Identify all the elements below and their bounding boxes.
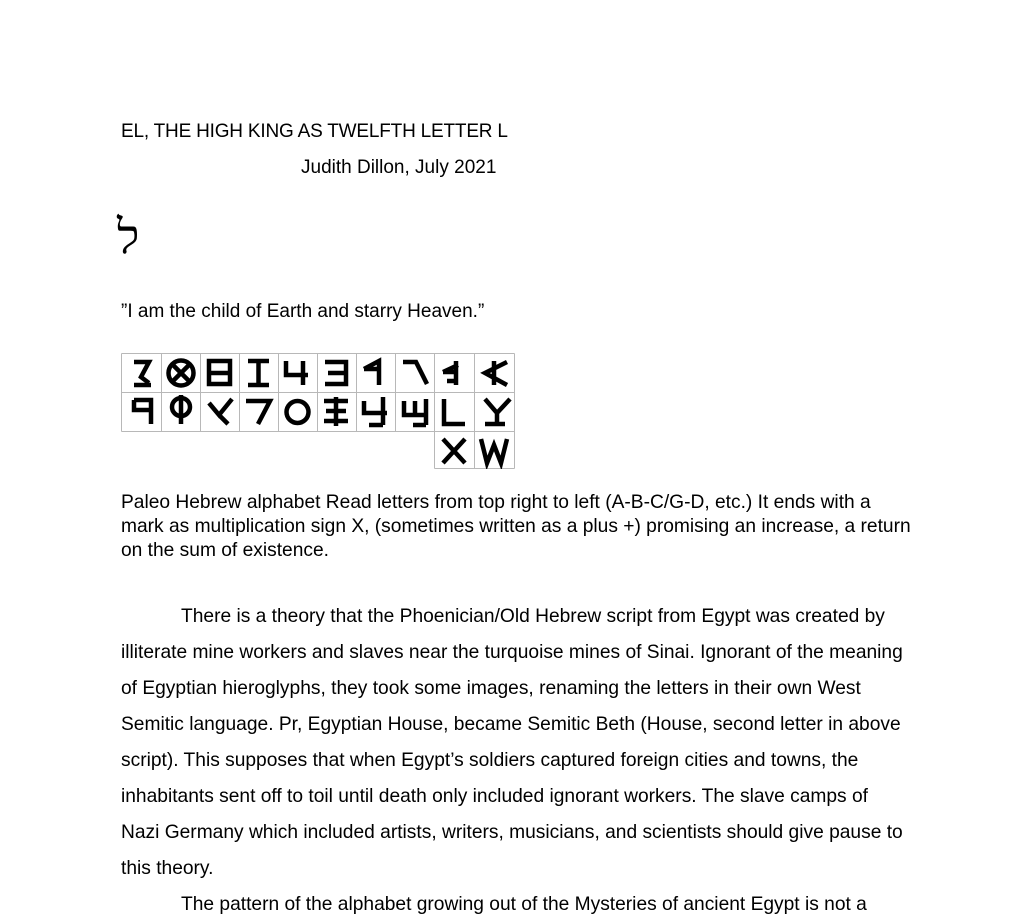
paleo-hebrew-alphabet-image	[121, 353, 515, 469]
document-title: EL, THE HIGH KING AS TWELFTH LETTER L	[121, 121, 508, 142]
body-paragraph: The pattern of the alphabet growing out of the Mysteries of ancient Egypt is not a	[181, 894, 867, 915]
epigraph-quote: ”I am the child of Earth and starry Heaven.”	[121, 301, 485, 322]
body-text	[121, 599, 906, 923]
hebrew-lamed-glyph: ל	[117, 209, 140, 265]
figure-caption: Paleo Hebrew alphabet Read letters from top right to left (A-B-C/G-D, etc.) It ends with a mark as multiplication sign X, (sometimes written as a plus +) promising an increase, a return on the sum of existence.	[121, 492, 911, 561]
author-byline: Judith Dillon, July 2021	[301, 157, 497, 178]
body-paragraph: There is a theory that the Phoenician/Old Hebrew script from Egypt was created by illiterate mine workers and slaves near the turquoise mines of Sinai. Ignorant of the meaning of Egyptian hieroglyphs, they took some images, renaming the letters in their own West Semitic language. Pr, Egyptian House, became Semitic Beth (House, second letter in above script). This supposes that when Egypt’s soldiers captured foreign cities and towns, the inhabitants sent off to toil until death only included ignorant workers. The slave camps of Nazi Germany which included artists, writers, musicians, and scientists should give pause to this theory.	[121, 606, 903, 879]
